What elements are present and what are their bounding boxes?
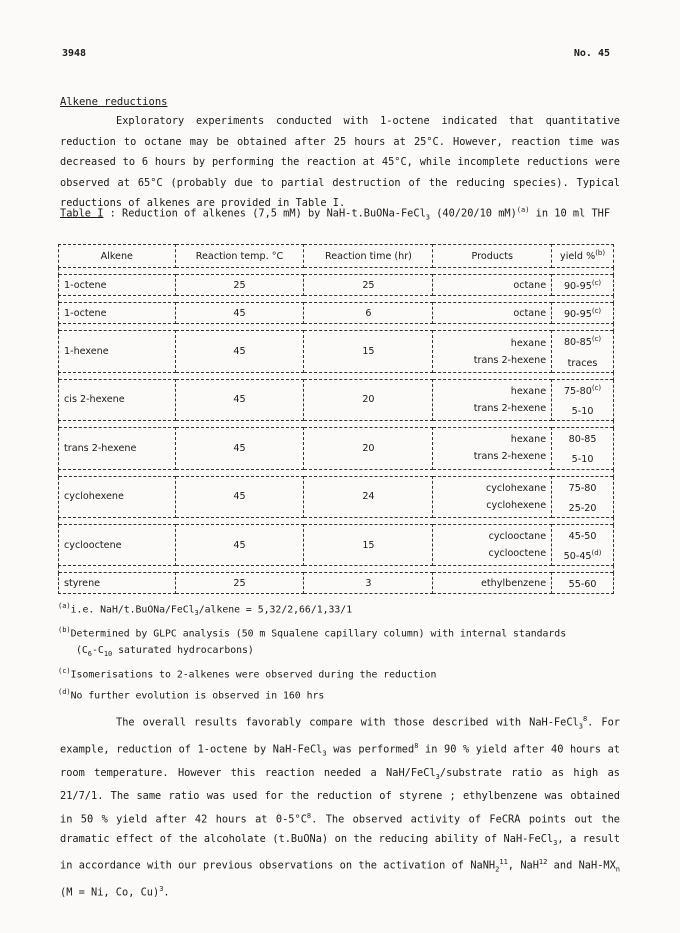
- header-temp: Reaction temp. °C: [175, 245, 304, 268]
- header-alkene: Alkene: [59, 245, 176, 268]
- p2-s6-sub: 3: [553, 838, 558, 847]
- product-name: hexane: [510, 385, 547, 397]
- yield-note: (c): [591, 279, 602, 287]
- yield-value: [557, 525, 608, 545]
- footnote-b-mark: (b): [58, 626, 71, 635]
- cell-time: 3: [304, 573, 433, 594]
- table-row-spacer: [59, 421, 614, 428]
- yield-value: [557, 380, 608, 400]
- p2-s7-sup: 11: [499, 858, 508, 867]
- cell-yield: [552, 275, 614, 296]
- table-row-spacer-cell: [59, 372, 614, 379]
- footnote-b-sub2: 10: [103, 650, 113, 659]
- yield-number: 75-80: [568, 482, 597, 494]
- yield-number: 75-80: [563, 385, 592, 397]
- footnote-b-line2: [58, 642, 566, 663]
- table-row-spacer-cell: [59, 324, 614, 331]
- table-row-spacer-cell: [59, 296, 614, 303]
- table-row: [59, 428, 614, 469]
- yield-value: [557, 352, 608, 372]
- table-body: [59, 268, 614, 594]
- cell-products: [433, 379, 552, 420]
- footnote-c-text: Isomerisations to 2-alkenes were observed during the reduction: [70, 669, 437, 681]
- footnote-a-text: i.e. NaH/t.BuONa/FeCl: [70, 604, 195, 616]
- p2-s8: , NaH: [507, 859, 539, 872]
- cell-time: 24: [304, 476, 433, 517]
- yield-value: [557, 428, 608, 448]
- table-caption-label: Table I: [60, 207, 104, 220]
- yield-value: [557, 275, 608, 295]
- cell-time: 20: [304, 379, 433, 420]
- product-name: hexane: [510, 337, 547, 349]
- footnote-c-mark: (c): [58, 667, 71, 676]
- footnote-a-sub: 3: [194, 609, 199, 618]
- cell-temp: 45: [175, 303, 304, 324]
- p2-s3: was performed: [326, 743, 415, 756]
- p2-s5: /substrate ratio as high as 21/7/1. The same ratio was used for the reduction of styrene ; ethylbenzene was obtained in 50 % yield after 42 hours at 0-5°C: [60, 766, 620, 826]
- yield-number: 5-10: [571, 406, 594, 418]
- yield-value: [557, 400, 608, 420]
- table-row-spacer: [59, 566, 614, 573]
- product-name: ethylbenzene: [481, 577, 547, 589]
- p2-s3-sup: 8: [414, 741, 419, 750]
- cell-temp: 25: [175, 573, 304, 594]
- p2-s2: . For example, reduction of 1-octene by NaH-FeCl: [60, 716, 620, 756]
- table-row-spacer-cell: [59, 421, 614, 428]
- table-row: [59, 524, 614, 565]
- p2-s4-sub: 3: [435, 772, 440, 781]
- header-products: Products: [433, 245, 552, 268]
- p2-s1-sup: 8: [582, 715, 588, 723]
- cell-alkene: styrene: [59, 573, 176, 594]
- cell-yield: [552, 524, 614, 565]
- cell-temp: 45: [175, 379, 304, 420]
- yield-value: [557, 545, 608, 565]
- yield-value: [557, 303, 608, 323]
- table-row: [59, 476, 614, 517]
- product-name: trans 2-hexene: [473, 451, 547, 463]
- p2-s9-sub: n: [615, 865, 621, 874]
- yield-value: [557, 331, 608, 351]
- table-row: [59, 331, 614, 372]
- p2-s7-sub: 2: [495, 865, 500, 874]
- cell-yield: [552, 476, 614, 517]
- p2-s6: . The observed activity of FeCRA points out the dramatic effect of the alcoholate (t.BuONa) on the reducing ability of NaH-FeCl: [60, 813, 620, 845]
- footnote-b-text2b: -C: [92, 645, 104, 657]
- cell-alkene: 1-octene: [59, 275, 176, 296]
- table-row-spacer: [59, 372, 614, 379]
- table-row: [59, 275, 614, 296]
- cell-alkene: cyclohexene: [59, 476, 176, 517]
- journal-issue: No. 45: [573, 48, 610, 59]
- table-caption-text2: (40/20/10 mM): [430, 207, 517, 220]
- cell-time: 15: [304, 524, 433, 565]
- table-row-spacer-cell: [59, 469, 614, 476]
- footnote-c: [58, 663, 566, 683]
- table-row-spacer: [59, 517, 614, 524]
- product-name: octane: [513, 279, 547, 291]
- cell-yield: [552, 331, 614, 372]
- page-number: 3948: [62, 48, 87, 59]
- cell-yield: [552, 303, 614, 324]
- yield-value: [557, 448, 608, 468]
- yield-number: 5-10: [571, 454, 594, 466]
- cell-products: [433, 524, 552, 565]
- table-caption-text3: in 10 ml THF: [529, 207, 611, 220]
- table-caption: [60, 206, 610, 221]
- paragraph-intro-text: Exploratory experiments conducted with 1-octene indicated that quantitative reduction to octane may be obtained after 25 hours at 25°C. However, reaction time was decreased to 6 hours by performing the reaction at 45°C, while incomplete reductions were observed at 65°C (probably due to partial destruction of the reducing species). Typical reductions of alkenes are provided in Table I.: [60, 115, 620, 209]
- cell-alkene: cis 2-hexene: [59, 379, 176, 420]
- product-name: trans 2-hexene: [473, 402, 547, 414]
- cell-yield: [552, 379, 614, 420]
- p2-s1: The overall results favorably compare with those described with NaH-FeCl: [116, 716, 579, 729]
- table-row-spacer: [59, 469, 614, 476]
- yield-value: [557, 497, 608, 517]
- cell-products: [433, 476, 552, 517]
- footnote-a: [58, 598, 566, 622]
- cell-products: [433, 428, 552, 469]
- alkene-reduction-table: [58, 244, 614, 594]
- paragraph-discussion: [60, 710, 620, 903]
- yield-number: 80-85: [568, 434, 597, 446]
- yield-number: 80-85: [563, 337, 592, 349]
- footnote-d: [58, 684, 566, 704]
- table-row-spacer-cell: [59, 566, 614, 573]
- cell-temp: 25: [175, 275, 304, 296]
- product-name: octane: [513, 307, 547, 319]
- cell-yield: [552, 573, 614, 594]
- cell-alkene: cyclooctene: [59, 524, 176, 565]
- yield-note: (c): [591, 307, 602, 316]
- p2-s8-sup: 12: [538, 858, 548, 867]
- cell-time: 20: [304, 428, 433, 469]
- product-name: trans 2-hexene: [473, 354, 547, 366]
- table-row-spacer-cell: [59, 268, 614, 275]
- cell-temp: 45: [175, 476, 304, 517]
- yield-number: 55-60: [568, 579, 597, 591]
- cell-temp: 45: [175, 428, 304, 469]
- paragraph-intro: [60, 111, 620, 214]
- yield-note: (d): [591, 549, 602, 558]
- yield-number: 90-95: [563, 281, 592, 293]
- yield-number: 50-45: [563, 551, 592, 563]
- yield-note: (c): [591, 383, 602, 392]
- yield-note: (c): [591, 335, 602, 344]
- header-time: Reaction time (hr): [304, 245, 433, 268]
- table-caption-sup: (a): [516, 206, 530, 214]
- table-row-spacer: [59, 268, 614, 275]
- footnote-d-mark: (d): [58, 687, 71, 696]
- table-row: [59, 303, 614, 324]
- yield-number: 90-95: [563, 309, 592, 321]
- p2-s4: in 90 % yield after 40 hours at room temperature. However this reaction needed a NaH/FeCl: [60, 743, 620, 779]
- yield-value: [557, 477, 608, 497]
- table-row: [59, 573, 614, 594]
- p2-s9: and NaH-MX: [547, 859, 616, 872]
- product-name: cyclooctene: [488, 548, 547, 560]
- table-row-spacer: [59, 296, 614, 303]
- header-yield: [552, 245, 614, 268]
- cell-time: 15: [304, 331, 433, 372]
- cell-products: [433, 331, 552, 372]
- cell-time: 25: [304, 275, 433, 296]
- table-row-spacer: [59, 324, 614, 331]
- header-yield-text: yield %: [560, 251, 596, 263]
- footnote-b: [58, 622, 566, 642]
- section-title: Alkene reductions: [60, 96, 168, 108]
- product-name: cyclohexane: [485, 482, 547, 494]
- yield-number: 25-20: [568, 502, 597, 514]
- header-yield-sup: (b): [595, 249, 606, 258]
- table-row-spacer-cell: [59, 517, 614, 524]
- yield-number: 45-50: [568, 531, 597, 543]
- p2-s11: .: [163, 886, 170, 899]
- table-row: [59, 379, 614, 420]
- table-caption-sub: 3: [425, 213, 430, 222]
- footnotes: [58, 598, 566, 704]
- cell-temp: 45: [175, 524, 304, 565]
- cell-products: [433, 275, 552, 296]
- footnote-a-mark: (a): [58, 602, 71, 610]
- product-name: hexane: [510, 434, 547, 446]
- footnote-b-sub1: 6: [87, 650, 93, 659]
- product-name: cyclohexene: [486, 499, 547, 511]
- footnote-a-text2: /alkene = 5,32/2,66/1,33/1: [198, 604, 353, 616]
- p2-s7: , a result in accordance with our previous observations on the activation of NaNH: [60, 832, 620, 872]
- p2-s2-sub: 3: [322, 749, 327, 758]
- p2-s10: (M = Ni, Co, Cu): [60, 886, 160, 899]
- p2-s1-sub: 3: [578, 722, 583, 731]
- product-name: cyclooctane: [488, 531, 547, 543]
- cell-alkene: trans 2-hexene: [59, 428, 176, 469]
- p2-s10-sup: 3: [159, 885, 164, 894]
- cell-yield: [552, 428, 614, 469]
- p2-s5-sup: 8: [306, 811, 312, 820]
- footnote-b-text: Determined by GLPC analysis (50 m Squalene capillary column) with internal standards: [70, 628, 567, 640]
- cell-alkene: 1-hexene: [59, 331, 176, 372]
- footnote-b-text2c: saturated hydrocarbons): [112, 645, 254, 657]
- footnote-d-text: No further evolution is observed in 160 hrs: [70, 689, 325, 701]
- yield-value: [557, 573, 608, 593]
- table-header-row: [59, 245, 614, 268]
- cell-alkene: 1-octene: [59, 303, 176, 324]
- yield-number: traces: [567, 357, 598, 369]
- footnote-b-text2a: (C: [76, 645, 88, 657]
- cell-products: [433, 303, 552, 324]
- cell-products: [433, 573, 552, 594]
- cell-temp: 45: [175, 331, 304, 372]
- cell-time: 6: [304, 303, 433, 324]
- table-caption-text: : Reduction of alkenes (7,5 mM) by NaH-t.BuONa-FeCl: [103, 207, 426, 220]
